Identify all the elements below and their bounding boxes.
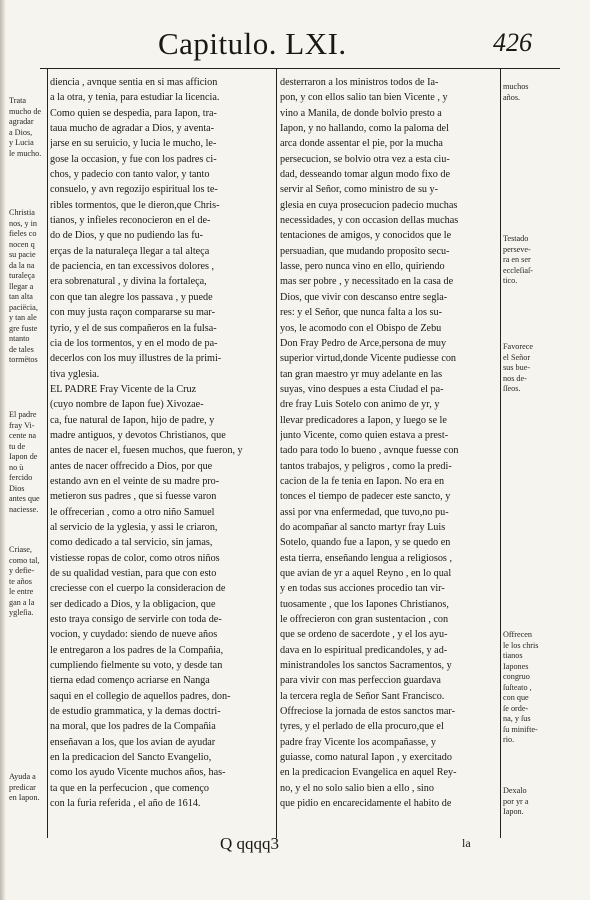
margin-note [503, 82, 555, 103]
margin-note-line: le entre [9, 587, 34, 596]
text-line: tuosamente , que los Iapones Christianos, [280, 598, 449, 610]
text-line: esto traya consigo de servirle con toda de- [50, 614, 222, 626]
text-line: do acompañar al sancto martyr fray Luis [280, 521, 446, 533]
margin-note-line: Ayuda a [9, 772, 36, 781]
text-line: Sotelo, quando fue a Iapon, y se quedo en [280, 537, 451, 549]
margin-note-line: Iapones [503, 661, 529, 671]
text-line: y en todas sus acciones procedio tan vir- [280, 583, 445, 595]
text-line: la tercera regla de Señor Sant Francisco. [280, 690, 445, 702]
margin-note-line: ra en ser [503, 255, 531, 264]
text-line: para vivir con mas perfeccion guardava [280, 675, 441, 687]
margin-note-line: agradar [9, 117, 34, 126]
margin-note-line: ygleſia. [9, 608, 34, 617]
page-header [70, 26, 560, 70]
margin-note-line: muchos [503, 82, 529, 91]
text-line: vino a Manila, de donde bolvio presto a [280, 107, 442, 119]
margin-note-line: fray Vi- [9, 420, 35, 430]
margin-note-line: a Dios, [9, 127, 33, 137]
margin-note [9, 545, 49, 619]
margin-note-line: nos, y in [9, 218, 37, 228]
text-line: ministrandoles los sanctos Sacramentos, y [280, 660, 452, 672]
text-line: guiasse, como natural Iapon , y exercitado [280, 752, 452, 764]
text-line: do de Dios, y que no pudiendo las fu- [50, 230, 204, 242]
text-line: ser dedicado a Dios, y la obligacion, que [50, 598, 216, 610]
margin-note [9, 208, 49, 366]
margin-note-line: y tan ale [9, 313, 37, 322]
margin-note-line: predicar [9, 782, 36, 792]
text-line: saqui en el collegio de aquellos padres, don- [50, 690, 231, 702]
text-line: arca donde assentar el pie, por la mucha [280, 138, 443, 150]
margin-note-line: ſuſteato , [503, 682, 532, 692]
margin-note-line: como tal, [9, 555, 40, 565]
margin-note-line: turaleça [9, 271, 35, 280]
text-line: le entregaron a los padres de la Compañia, [50, 644, 224, 656]
margin-note-line: ſe orde- [503, 703, 529, 713]
margin-note-line: nos de- [503, 373, 527, 383]
signature-mark: Q qqqq3 [220, 834, 280, 853]
margin-note [9, 96, 49, 159]
text-line: antes de nacer el, fuesen muchos, que fueron, y [50, 445, 243, 457]
margin-note-line: sus bue- [503, 363, 531, 372]
margin-note-line: fercido [9, 473, 33, 482]
text-line: Como quien se despedia, para Iapon, tra- [50, 107, 217, 119]
margin-note-line: de tales [9, 344, 34, 354]
margin-note-line: tianos [503, 651, 523, 660]
text-line: jarse en su seruicio, y lucia le mucho, le- [50, 138, 217, 150]
margin-note-line: ſu minifte- [503, 724, 538, 734]
text-line: pon, y con ellos salio tan bien Vicente , y [280, 92, 448, 104]
margin-note-line: llegar a [9, 281, 34, 291]
text-line: tyres, y el perlado de ella procuro,que el [280, 721, 444, 733]
text-line: vocion, y cuydado: siendo de nueve años [50, 629, 218, 641]
margin-note-line: no ù [9, 462, 24, 472]
text-line: de estudio grammatica, y la demas doctri- [50, 706, 221, 718]
text-line: Offreciose la jornada de estos sanctos mar- [280, 706, 455, 718]
margin-note-line: te años [9, 576, 32, 586]
text-line: suyas, vino despues a esta Ciudad el pa- [280, 383, 444, 395]
text-line: decerlos con los muy illustres de la primi- [50, 353, 222, 365]
margin-note-line: le mucho. [9, 148, 42, 158]
text-line: madre antiguos, y devotos Christianos, que [50, 429, 226, 441]
margin-note-line: con que [503, 693, 529, 702]
text-line: como dedicado a tal servicio, sin jamas, [50, 537, 213, 549]
text-line: persuadian, que mudando proposito secu- [280, 245, 450, 257]
text-line: chos, y padecio con tanto valor, y tanto [50, 169, 210, 181]
text-line: era sobrenatural , y divina la fortaleça, [50, 276, 207, 288]
text-line: en la predicacion del Sancto Evangelio, [50, 752, 212, 764]
text-line: estando avn en el veinte de su madre pro- [50, 475, 220, 487]
page-number: 426 [493, 28, 532, 57]
margin-note [503, 342, 555, 395]
text-line: que avian de yr a aquel Reyno , en lo qual [280, 568, 452, 579]
margin-note-line: cente na [9, 431, 37, 440]
text-line: tentaciones de amigos, y conocidos que le [280, 230, 452, 242]
margin-note-line: naciesse. [9, 504, 39, 514]
text-line: diencia , avnque sentia en si mas afficion [50, 77, 218, 88]
margin-note-line: por yr a [503, 796, 529, 806]
text-line: creciesse con el cuerpo la consideracion de [50, 583, 226, 595]
margin-note-line: congruo [503, 672, 530, 681]
margin-note-line: ſſeos. [503, 384, 521, 393]
text-line: con muy justa raçon compararse su mar- [50, 307, 215, 319]
margin-note-line: Christia [9, 208, 35, 217]
text-line: tantos trabajos, y peligros , como la predi- [280, 460, 452, 472]
gutter-shadow [0, 0, 6, 900]
text-line: metieron sus padres , que si fuesse varon [50, 491, 217, 503]
margin-note-line: y Lucia [9, 138, 34, 147]
text-line: Iapon, y no hallando, como la paloma del [280, 123, 449, 135]
text-line: de su qualidad vestian, para que con esto [50, 568, 217, 579]
text-line: ta que en la perfecucion , que començo [50, 782, 209, 794]
text-line: superior virtud,donde Vicente pudiesse con [280, 353, 457, 365]
text-line: junto Vicente, como quien estava a prest- [280, 429, 449, 441]
margin-note-line: perseve- [503, 244, 531, 254]
text-line: lasse, pero nunca vino en ello, quiriendo [280, 261, 445, 273]
margin-note-line: Trata [9, 96, 26, 105]
text-line: esta tierra, enseñando lengua a religiosos , [280, 552, 452, 564]
margin-note-line: el Señor [503, 352, 531, 362]
margin-note-line: Iapon. [503, 807, 524, 816]
text-line: con que tan alegre los passava , y puede [50, 291, 213, 303]
text-line: le offrecieron con gran sustentacion , con [280, 614, 449, 626]
text-line: enseñavan a los, que los avian de ayudar [50, 736, 216, 748]
margin-note-line: nocen q [9, 239, 35, 249]
text-line: tan gran maestro yr muy adelante en las [280, 368, 443, 380]
text-line: no, y el no solo salio bien a ello , sino [280, 782, 434, 794]
text-line: dad, desseando tomar algun modo fixo de [280, 169, 451, 181]
margin-note-line: na, y ſus [503, 714, 531, 723]
text-line: ca, fue natural de Iapon, hijo de padre, y [50, 414, 215, 426]
text-line: vistiesse ropas de color, como otros niños [50, 552, 220, 564]
text-line: tyrio, y el de sus compañeros en la fulsa- [50, 322, 217, 334]
right-margin-rule [500, 68, 501, 838]
text-line: como los ayudo Vicente muchos años, has- [50, 767, 226, 779]
margin-note-line: Dios [9, 483, 25, 493]
margin-note-line: El padre [9, 410, 37, 419]
text-line: mas ser pobre , y necessitado en la casa de [280, 276, 454, 288]
left-text-column [50, 75, 272, 812]
text-line: tianos, y infieles reconocieron en el de- [50, 215, 211, 227]
margin-note [9, 772, 49, 804]
margin-note-line: ntanto [9, 334, 30, 343]
margin-note-line: gan a la [9, 597, 35, 607]
margin-note-line: rio. [503, 735, 515, 744]
text-line: taua mucho de agradar a Dios, y aventa- [50, 123, 215, 135]
margin-note-line: Favorece [503, 342, 534, 351]
margin-note-line: y defie- [9, 566, 35, 575]
margin-note-line: Testado [503, 234, 529, 243]
margin-note-line: antes que [9, 494, 40, 503]
margin-note-line: tormëtos [9, 355, 38, 364]
margin-note-line: años. [503, 92, 521, 102]
text-line: consuelo, y avn regozijo espiritual los te- [50, 184, 218, 196]
text-line: tiva yglesia. [50, 368, 100, 380]
text-line: tonces el tiempo de padecer este sancto, y [280, 491, 451, 503]
margin-note-line: gre fuste [9, 323, 38, 333]
chapter-title: Capitulo. LXI. [158, 26, 347, 61]
margin-note-line: mucho de [9, 106, 42, 116]
margin-note-line: paciëcia, [9, 302, 38, 312]
text-line: dre fray Luis Sotelo con animo de yr, y [280, 399, 440, 411]
text-line: llevar predicadores a Iapon, y luego se le [280, 414, 447, 426]
text-line: necessidades, y con occasion dellas muchas [280, 215, 459, 227]
margin-note-line: tan alta [9, 292, 33, 301]
margin-note-line: fieles co [9, 229, 37, 238]
margin-note-line: Iapon de [9, 452, 38, 461]
text-line: na moral, que los padres de la Compañia [50, 721, 216, 733]
text-line: cia de los tormentos, y en el modo de pa- [50, 337, 218, 349]
text-line: con la furia referida , el año de 1614. [50, 798, 201, 810]
margin-note [503, 630, 555, 746]
margin-note-line: le los chris [503, 640, 539, 650]
right-text-column [280, 75, 498, 812]
text-line: cumpliendo fielmente su voto, y desde tan [50, 660, 223, 672]
text-line: desterraron a los ministros todos de Ia- [280, 77, 439, 88]
text-line: antes de nacer offrecido a Dios, por que [50, 460, 213, 472]
text-line: al servicio de la yglesia, y assi le criaron, [50, 521, 218, 533]
text-line: a la otra, y tenia, para estudiar la licencia. [50, 92, 220, 104]
text-line: padre fray Vicente los acompañasse, y [280, 736, 436, 748]
header-rule [40, 68, 560, 69]
text-line: en la predicacion Evangelica en aquel Rey- [280, 767, 457, 779]
catchword: la [462, 836, 471, 850]
margin-note-line: en Iapon. [9, 793, 40, 802]
margin-note-line: su pacie [9, 250, 36, 259]
text-line: dava en lo espiritual predicandoles, y ad- [280, 644, 448, 656]
margin-note-line: Dexalo [503, 786, 527, 795]
text-line: que se ordeno de sacerdote , y el los ayu- [280, 629, 448, 641]
text-line: Dios, que vivir con descanso entre segla- [280, 291, 448, 303]
text-line: yos, le acomodo con el Obispo de Zebu [280, 322, 442, 334]
text-line: que pidio en encarecidamente el habito de [280, 798, 452, 810]
margin-note-line: tu de [9, 441, 26, 451]
margin-note-line: da la na [9, 260, 35, 270]
text-line: tado para todo lo bueno , avnque fuesse con [280, 445, 459, 457]
margin-note-line: tico. [503, 276, 518, 285]
text-line: servir al Señor, como ministro de su y- [280, 184, 439, 196]
text-line: cacion de la fe tenia en Iapon. No era en [280, 475, 445, 487]
text-line: glesia en cuya prosecucion padecio muchas [280, 199, 458, 211]
text-line: de paciencia, en tan excessivos dolores , [50, 261, 215, 273]
text-line: le offrecerian , como a otro niño Samuel [50, 506, 215, 518]
margin-note [9, 410, 49, 515]
text-line: EL PADRE Fray Vicente de la Cruz [50, 383, 197, 395]
text-line: tierna edad començo acriarse en Nanga [50, 675, 210, 687]
text-line: erças de la naturaleça llegar a tal alteça [50, 245, 210, 257]
text-line: ribles tormentos, que le dieron,que Chris- [50, 199, 220, 211]
text-line: Don Fray Pedro de Arce,persona de muy [280, 337, 447, 349]
text-line: (cuyo nombre de Iapon fue) Xivozae- [50, 399, 204, 411]
page-footer [70, 834, 550, 858]
column-divider-rule [276, 68, 277, 838]
margin-note [503, 786, 555, 818]
text-line: assi por vna enfermedad, que tuvo,no pu- [280, 506, 449, 518]
margin-note [503, 234, 555, 287]
text-line: persecucion, se bolvio otra vez a esta ciu- [280, 153, 450, 165]
text-line: gose la occasion, y fue con los padres ci- [50, 153, 217, 165]
text-line: res: y el Señor, que nunca falta a los su- [280, 307, 442, 319]
margin-note-line: Criase, [9, 545, 32, 554]
margin-note-line: eccleſiaſ- [503, 265, 533, 275]
margin-note-line: Offrecen [503, 630, 532, 639]
